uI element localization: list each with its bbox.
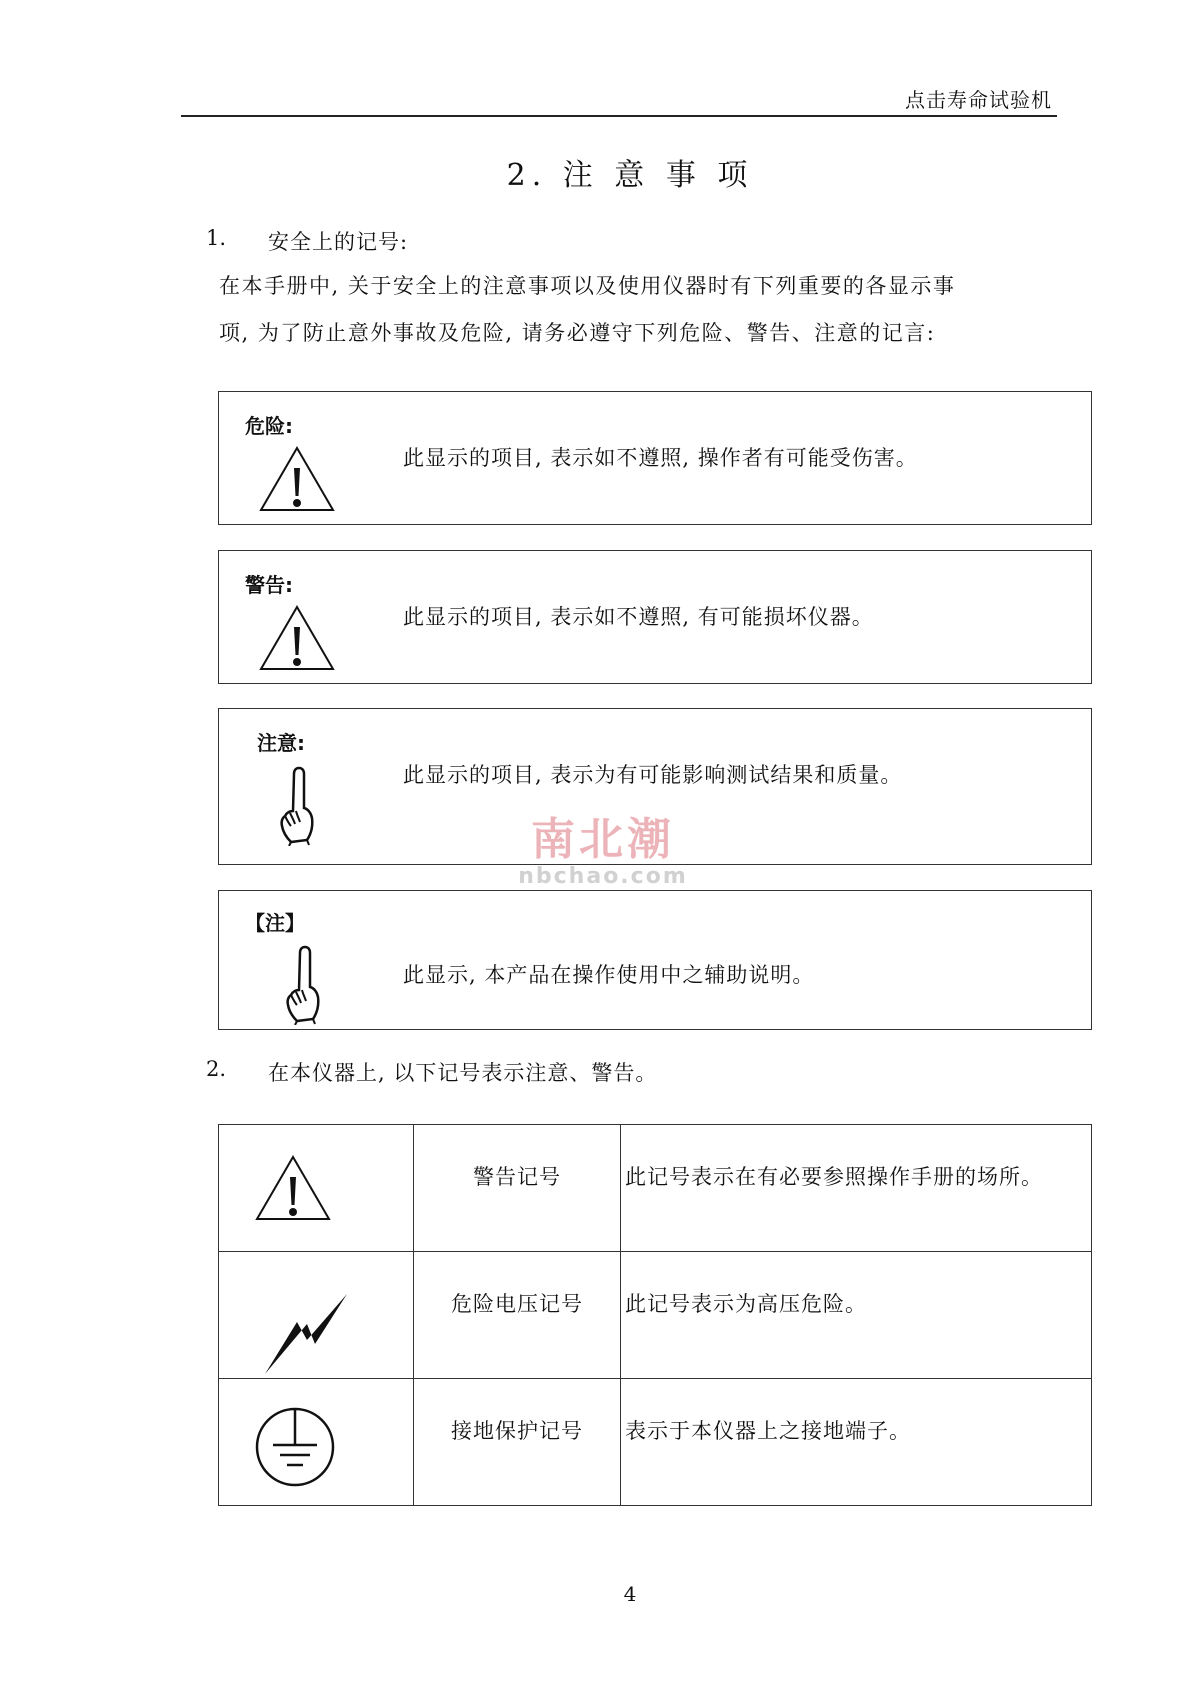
- symbol-icon-cell: [219, 1125, 414, 1252]
- symbol-description: 表示于本仪器上之接地端子。: [625, 1419, 911, 1443]
- notice-box-note: [218, 890, 1092, 1030]
- notice-box-warning: [218, 550, 1092, 684]
- notice-text: 此显示的项目, 表示如不遵照, 操作者有可能受伤害。: [403, 446, 918, 470]
- section-1-heading: 安全上的记号:: [268, 230, 409, 254]
- watermark-en: nbchao.com: [518, 864, 688, 889]
- section-2-number: 2.: [206, 1057, 227, 1081]
- warning-triangle-icon: [257, 603, 337, 673]
- warning-triangle-icon: [257, 444, 337, 514]
- watermark: [518, 815, 688, 889]
- symbol-name: 危险电压记号: [451, 1292, 583, 1316]
- table-row: [219, 1252, 1092, 1379]
- symbol-icon-cell: [219, 1379, 414, 1506]
- notice-text: 此显示的项目, 表示如不遵照, 有可能损坏仪器。: [403, 605, 874, 629]
- symbol-name-cell: [414, 1125, 621, 1252]
- header-rule: [181, 115, 1057, 117]
- notice-text: 此显示, 本产品在操作使用中之辅助说明。: [403, 963, 815, 987]
- section-1-paragraph: [219, 263, 1049, 357]
- section-2-heading: 在本仪器上, 以下记号表示注意、警告。: [268, 1061, 658, 1085]
- symbol-desc-cell: [621, 1379, 1092, 1506]
- notice-label: 危险:: [245, 414, 293, 438]
- symbol-description: 此记号表示为高压危险。: [625, 1292, 867, 1316]
- paragraph-line: 项, 为了防止意外事故及危险, 请务必遵守下列危险、警告、注意的记言:: [219, 321, 936, 345]
- symbol-table: [218, 1124, 1092, 1506]
- symbol-name: 警告记号: [473, 1165, 561, 1189]
- notice-text: 此显示的项目, 表示为有可能影响测试结果和质量。: [403, 763, 903, 787]
- symbol-name-cell: [414, 1379, 621, 1506]
- table-row: [219, 1379, 1092, 1506]
- page-number: 4: [623, 1582, 637, 1606]
- page-title: 2. 注 意 事 项: [506, 158, 754, 193]
- high-voltage-icon: [263, 1292, 349, 1376]
- table-row: [219, 1125, 1092, 1252]
- warning-triangle-icon: [253, 1153, 333, 1223]
- notice-label: 【注】: [245, 911, 305, 935]
- paragraph-line: 在本手册中, 关于安全上的注意事项以及使用仪器时有下列重要的各显示事: [219, 274, 956, 298]
- running-header: 点击寿命试验机: [905, 88, 1052, 112]
- symbol-description: 此记号表示在有必要参照操作手册的场所。: [625, 1165, 1043, 1189]
- notice-label: 警告:: [245, 573, 293, 597]
- symbol-name-cell: [414, 1252, 621, 1379]
- symbol-name: 接地保护记号: [451, 1419, 583, 1443]
- pointing-hand-icon: [281, 943, 329, 1025]
- protective-earth-icon: [253, 1405, 337, 1489]
- notice-box-danger: [218, 391, 1092, 525]
- pointing-hand-icon: [275, 764, 323, 846]
- notice-label: 注意:: [257, 731, 305, 755]
- watermark-cn: 南北潮: [531, 814, 675, 865]
- section-1-number: 1.: [206, 226, 227, 250]
- symbol-desc-cell: [621, 1125, 1092, 1252]
- symbol-desc-cell: [621, 1252, 1092, 1379]
- symbol-icon-cell: [219, 1252, 414, 1379]
